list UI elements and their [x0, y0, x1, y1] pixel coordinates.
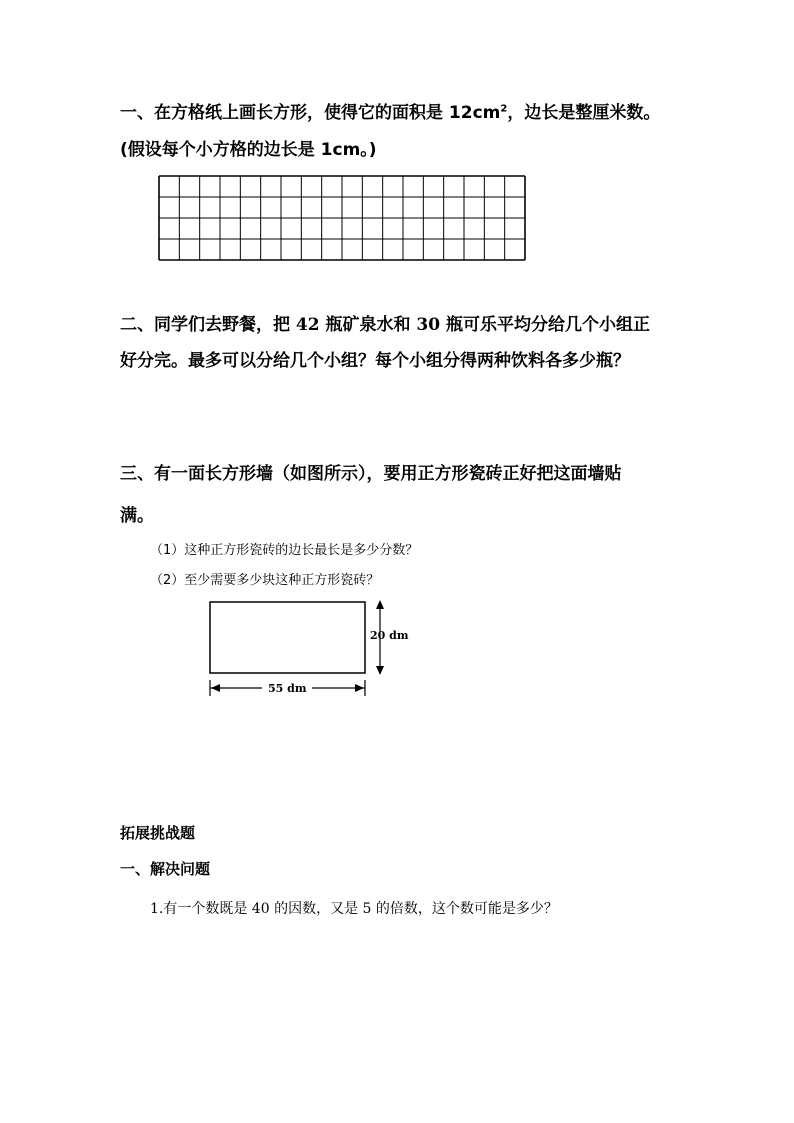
arrow-right-icon	[355, 684, 364, 692]
extension-title: 拓展挑战题	[120, 824, 196, 842]
width-label: 55 dm	[268, 682, 307, 695]
q3-line1: 三、有一面长方形墙（如图所示），要用正方形瓷砖正好把这面墙贴	[120, 464, 622, 484]
arrow-left-icon	[211, 684, 220, 692]
q1-line1-text: 一、在方格纸上画长方形，使得它的面积是 12cm	[120, 103, 501, 123]
q2-line1: 二、同学们去野餐，把 42 瓶矿泉水和 30 瓶可乐平均分给几个小组正	[120, 315, 650, 335]
q3-sub1: （1）这种正方形瓷砖的边长最长是多少分数？	[150, 543, 419, 558]
wall-rectangle	[210, 602, 365, 673]
q1-line1-tail: ，边长是整厘米数。	[507, 103, 661, 123]
extension-item-1: 1.有一个数既是 40 的因数，又是 5 的倍数，这个数可能是多少？	[150, 901, 558, 917]
q2-line2: 好分完。最多可以分给几个小组？每个小组分得两种饮料各多少瓶？	[120, 351, 630, 371]
extension-section-heading: 一、解决问题	[120, 860, 211, 878]
wall-diagram	[200, 595, 430, 705]
q1-line2: (假设每个小方格的边长是 1cm。)	[120, 140, 377, 160]
square-grid-paper	[158, 175, 526, 261]
height-label: 20 dm	[370, 629, 409, 642]
q3-sub2: （2）至少需要多少块这种正方形瓷砖？	[150, 573, 380, 588]
q1-line1-superscript: 2	[500, 103, 508, 115]
arrow-down-icon	[376, 666, 384, 675]
q3-line2: 满。	[120, 506, 154, 526]
arrow-up-icon	[376, 600, 384, 609]
q1-line1	[120, 98, 660, 123]
